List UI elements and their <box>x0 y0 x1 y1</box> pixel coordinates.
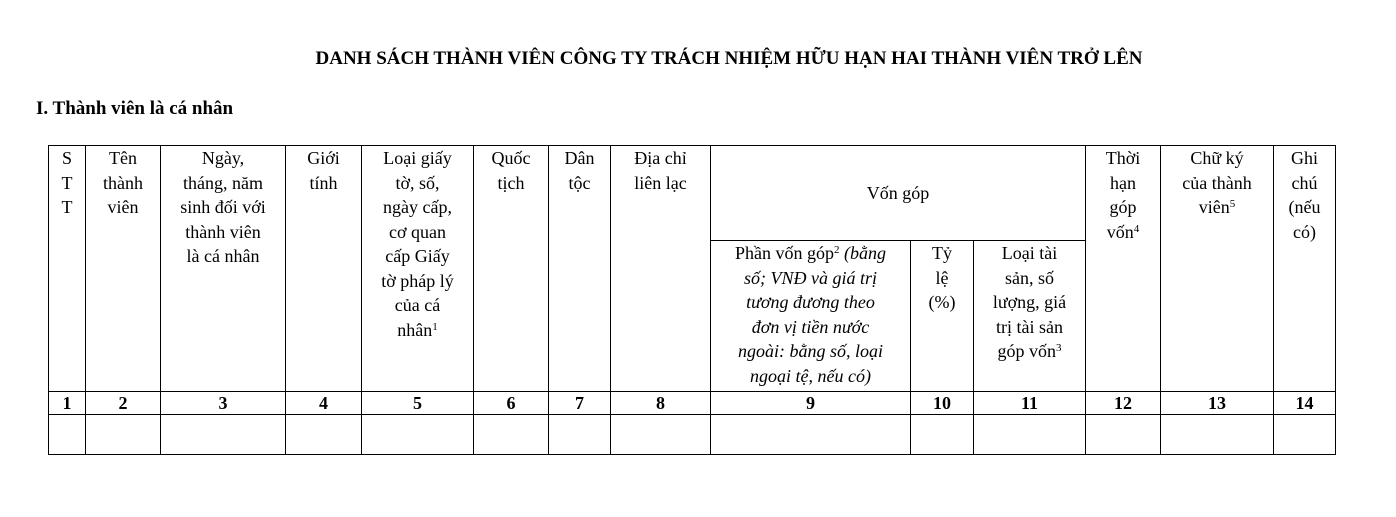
column-number-row <box>49 392 1336 415</box>
footnote-ref: 5 <box>1229 198 1236 210</box>
column-number: 8 <box>611 392 711 415</box>
column-number: 14 <box>1274 392 1336 415</box>
table-cell[interactable] <box>286 415 362 455</box>
table-cell[interactable] <box>362 415 474 455</box>
table-cell[interactable] <box>911 415 974 455</box>
header-dia-chi: Địa chỉ liên lạc <box>611 146 711 392</box>
table-cell[interactable] <box>1274 415 1336 455</box>
table-cell[interactable] <box>161 415 286 455</box>
header-von-gop: Vốn góp <box>711 146 1086 241</box>
column-number: 10 <box>911 392 974 415</box>
header-quoc-tich: Quốc tịch <box>474 146 549 392</box>
header-phan-von-gop <box>711 241 911 392</box>
table-cell[interactable] <box>549 415 611 455</box>
header-loai-tai-san-text: Loại tài sản, số lượng, giá trị tài sản góp vốn <box>992 243 1067 361</box>
column-number: 11 <box>974 392 1086 415</box>
header-phan-von-gop-text: Phần vốn góp <box>735 243 834 263</box>
header-thoi-han-text: Thời hạn góp vốn <box>1105 148 1141 242</box>
column-number: 9 <box>711 392 911 415</box>
footnote-ref: 1 <box>432 320 438 333</box>
members-table <box>48 145 1336 455</box>
column-number: 2 <box>86 392 161 415</box>
column-number: 3 <box>161 392 286 415</box>
column-number: 4 <box>286 392 362 415</box>
header-loai-tai-san <box>974 241 1086 392</box>
document-title: DANH SÁCH THÀNH VIÊN CÔNG TY TRÁCH NHIỆM HỮU HẠN HAI THÀNH VIÊN TRỞ LÊN <box>315 48 1143 69</box>
footnote-ref: 4 <box>1133 222 1140 235</box>
table-cell[interactable] <box>1086 415 1161 455</box>
table-cell[interactable] <box>974 415 1086 455</box>
column-number: 1 <box>49 392 86 415</box>
table-cell[interactable] <box>86 415 161 455</box>
header-ten: Tên thành viên <box>86 146 161 392</box>
header-ngay-sinh: Ngày, tháng, năm sinh đối với thành viên là cá nhân <box>161 146 286 392</box>
column-number: 6 <box>474 392 549 415</box>
table-cell[interactable] <box>611 415 711 455</box>
table-cell[interactable] <box>711 415 911 455</box>
header-stt: S T T <box>49 146 86 392</box>
header-ghi-chu: Ghi chú (nếu có) <box>1274 146 1336 392</box>
footnote-ref: 2 <box>834 244 840 256</box>
column-number: 5 <box>362 392 474 415</box>
column-number: 13 <box>1161 392 1274 415</box>
header-phan-von-gop-detail: (bằng số; VNĐ và giá trị tương đương theo đơn vị tiền nước ngoài: bằng số, loại ngoại tệ, nếu có) <box>737 243 886 386</box>
table-cell[interactable] <box>474 415 549 455</box>
table-row <box>49 415 1336 455</box>
header-gioi-tinh: Giới tính <box>286 146 362 392</box>
table-cell[interactable] <box>1161 415 1274 455</box>
column-number: 12 <box>1086 392 1161 415</box>
column-number: 7 <box>549 392 611 415</box>
section-heading: I. Thành viên là cá nhân <box>36 98 234 119</box>
header-row <box>49 146 1336 241</box>
header-chu-ky-text: Chữ ký của thành viên <box>1182 148 1252 217</box>
header-loai-giay <box>362 146 474 392</box>
header-loai-giay-text: Loại giấy tờ, số, ngày cấp, cơ quan cấp Giấy tờ pháp lý của cá nhân <box>381 148 454 340</box>
header-ty-le: Tỷ lệ (%) <box>911 241 974 392</box>
header-chu-ky <box>1161 146 1274 392</box>
footnote-ref: 3 <box>1056 342 1062 354</box>
table-cell[interactable] <box>49 415 86 455</box>
header-thoi-han <box>1086 146 1161 392</box>
header-dan-toc: Dân tộc <box>549 146 611 392</box>
